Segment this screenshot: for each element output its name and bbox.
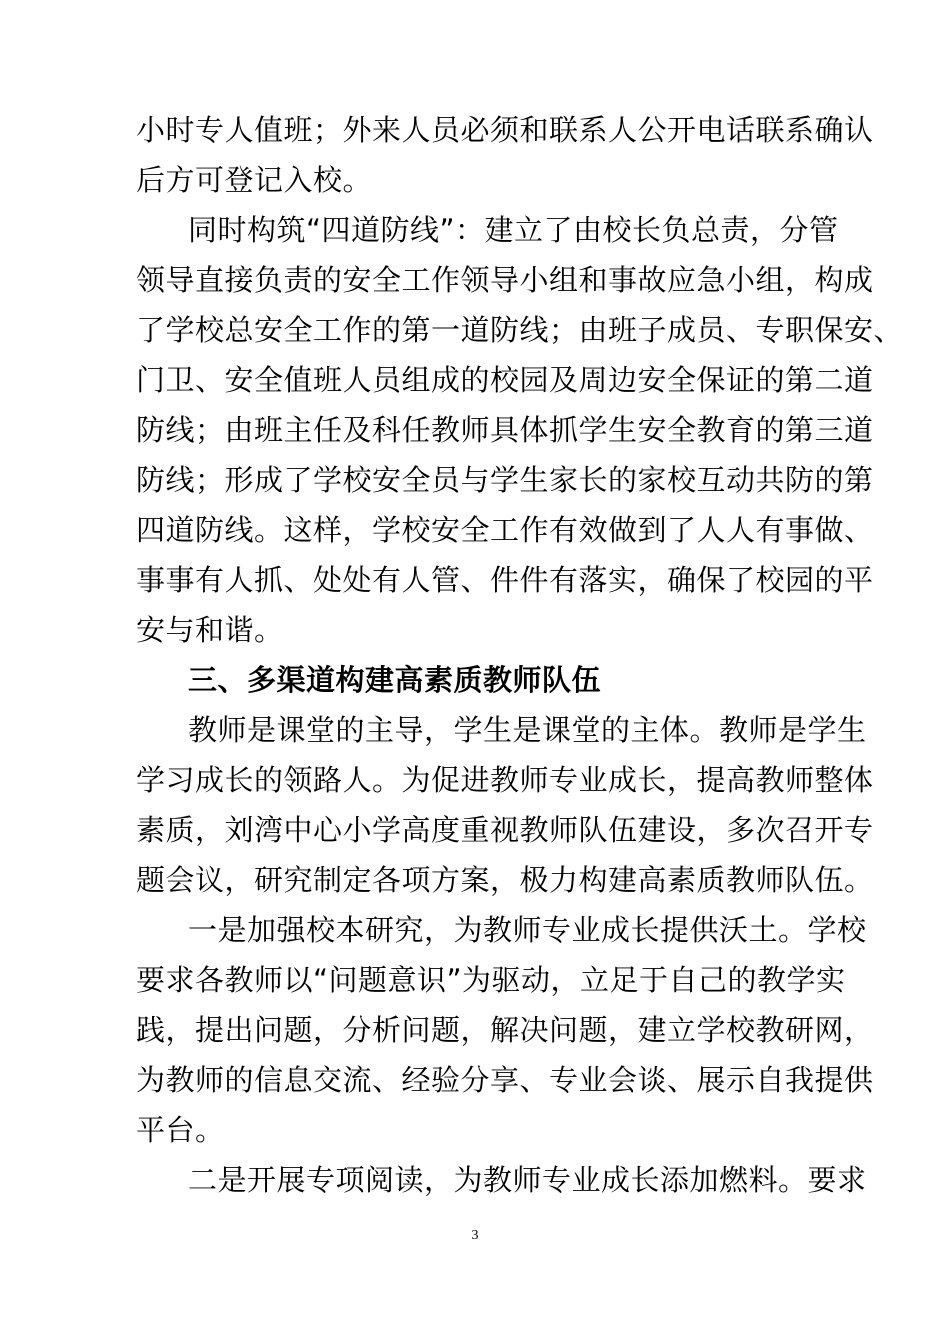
text-line: 门卫、安全值班人员组成的校园及周边安全保证的第二道 — [136, 363, 874, 397]
text-line: 安与和谐。 — [136, 613, 284, 647]
text-line: 素质，刘湾中心小学高度重视教师队伍建设，多次召开专 — [136, 813, 874, 847]
text-line: 要求各教师以“问题意识”为驱动，立足于自己的教学实 — [136, 963, 846, 997]
text-line: 平台。 — [136, 1113, 225, 1147]
section-heading: 三、多渠道构建高素质教师队伍 — [188, 663, 602, 697]
page-number: 3 — [471, 1228, 479, 1243]
text-line: 小时专人值班；外来人员必须和联系人公开电话联系确认 — [136, 113, 874, 147]
text-line: 领导直接负责的安全工作领导小组和事故应急小组，构成 — [136, 263, 874, 297]
text-line: 题会议，研究制定各项方案，极力构建高素质教师队伍。 — [136, 863, 874, 897]
text-line: 教师是课堂的主导，学生是课堂的主体。教师是学生 — [188, 713, 867, 747]
text-line: 事事有人抓、处处有人管、件件有落实，确保了校园的平 — [136, 563, 874, 597]
text-line: 四道防线。这样，学校安全工作有效做到了人人有事做、 — [136, 513, 874, 547]
text-line: 同时构筑“四道防线”：建立了由校长负总责，分管 — [188, 213, 839, 247]
text-line: 践，提出问题，分析问题，解决问题，建立学校教研网， — [136, 1013, 874, 1047]
text-line: 为教师的信息交流、经验分享、专业会谈、展示自我提供 — [136, 1063, 874, 1097]
text-line: 学习成长的领路人。为促进教师专业成长，提高教师整体 — [136, 763, 874, 797]
text-line: 二是开展专项阅读，为教师专业成长添加燃料。要求 — [188, 1163, 867, 1197]
text-line: 后方可登记入校。 — [136, 163, 373, 197]
text-line: 了学校总安全工作的第一道防线；由班子成员、专职保安、 — [136, 313, 904, 347]
text-line: 防线；形成了学校安全员与学生家长的家校互动共防的第 — [136, 463, 874, 497]
text-line: 防线；由班主任及科任教师具体抓学生安全教育的第三道 — [136, 413, 874, 447]
text-line: 一是加强校本研究，为教师专业成长提供沃土。学校 — [188, 913, 867, 947]
